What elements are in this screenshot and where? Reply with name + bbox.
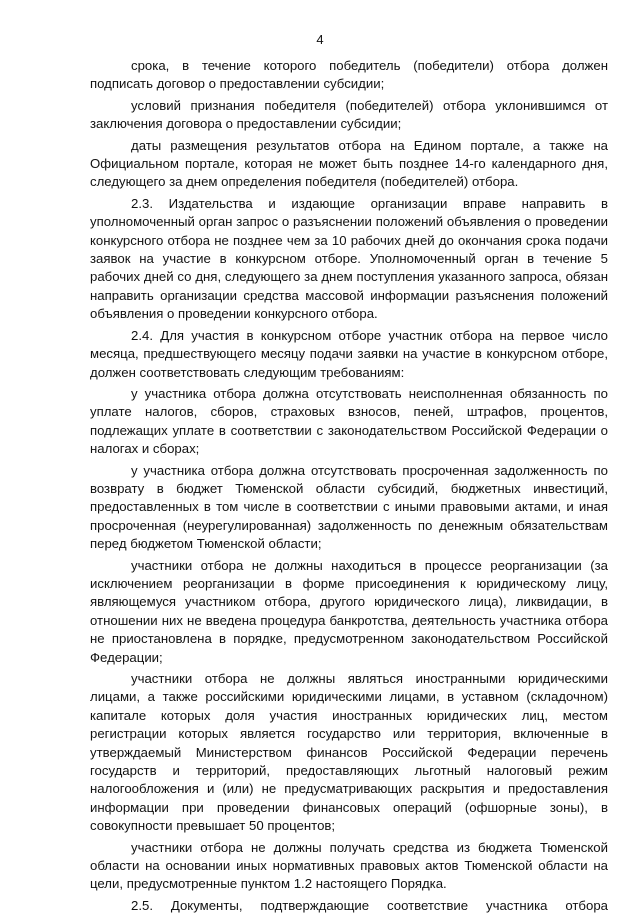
paragraph-tax-requirement: у участника отбора должна отсутствовать неисполненная обязанность по уплате налогов, сборов, страховых взносов, пеней, штрафов, процентов, подлежащих уплате в соответствии с законодательством Российской Федерации о налогах и сборах; — [90, 385, 608, 457]
paragraph-contract-deadline: срока, в течение которого победитель (победители) отбора должен подписать договор о предоставлении субсидии; — [90, 58, 608, 92]
paragraph-foreign-entity-requirement: участники отбора не должны являться иностранными юридическими лицами, а также российскими юридическими лицами, в уставном (складочном) капитале которых доля участия иностранных юридических лиц, местом регистрации которых является государство или территория, включенные в утверждаемый Министерством финансов Российской Федерации перечень государств и территорий, предоставляющих льготный налоговый режим налогообложения и (или) не предусматривающих раскрытия и предоставления информации при проведении финансовых операций (офшорные зоны), в совокупности превышает 50 процентов; — [90, 671, 608, 834]
document-body — [90, 57, 608, 918]
paragraph-debt-requirement: у участника отбора должна отсутствовать просроченная задолженность по возврату в бюджет Тюменской области субсидий, бюджетных инвестиций, предоставленных в том числе в соответствии с иными правовыми актами, и иная просроченная (неурегулированная) задолженность по денежным обязательствам перед бюджетом Тюменской области; — [90, 462, 608, 552]
page-number: 4 — [316, 32, 324, 47]
paragraph-budget-funds-requirement: участники отбора не должны получать средства из бюджета Тюменской области на основании иных нормативных правовых актов Тюменской области на цели, предусмотренные пунктом 1.2 настоящего Порядка. — [90, 839, 608, 892]
paragraph-2-5: 2.5. Документы, подтверждающие соответствие участника отбора — [131, 897, 608, 913]
paragraph-evasion-conditions: условий признания победителя (победителей) отбора уклонившимся от заключения договора о предоставлении субсидии; — [90, 97, 608, 132]
paragraph-results-date: даты размещения результатов отбора на Едином портале, а также на Официальном портале, которая не может быть позднее 14-го календарного дня, следующего за днем определения победителя (победителей) отбора. — [90, 137, 608, 190]
paragraph-reorganization-requirement: участники отбора не должны находиться в процессе реорганизации (за исключением реорганизации в форме присоединения к юридическому лицу, являющемуся участником отбора, другого юридического лица), ликвидации, в отношении них не введена процедура банкротства, деятельность участника отбора не приостановлена в порядке, предусмотренном законодательством Российской Федерации; — [90, 557, 608, 665]
paragraph-2-4: 2.4. Для участия в конкурсном отборе участник отбора на первое число месяца, предшествующего месяцу подачи заявки на участие в конкурсном отборе, должен соответствовать следующим требованиям: — [90, 327, 608, 380]
paragraph-2-3: 2.3. Издательства и издающие организации вправе направить в уполномоченный орган запрос о разъяснении положений объявления о проведении конкурсного отбора не позднее чем за 10 рабочих дней до окончания срока подачи заявок на участие в конкурсном отборе. Уполномоченный орган в течение 5 рабочих дней со дня, следующего за днем поступления указанного запроса, обязан направить организации средства массовой информации разъяснения положений объявления о проведении конкурсного отбора. — [90, 195, 608, 322]
